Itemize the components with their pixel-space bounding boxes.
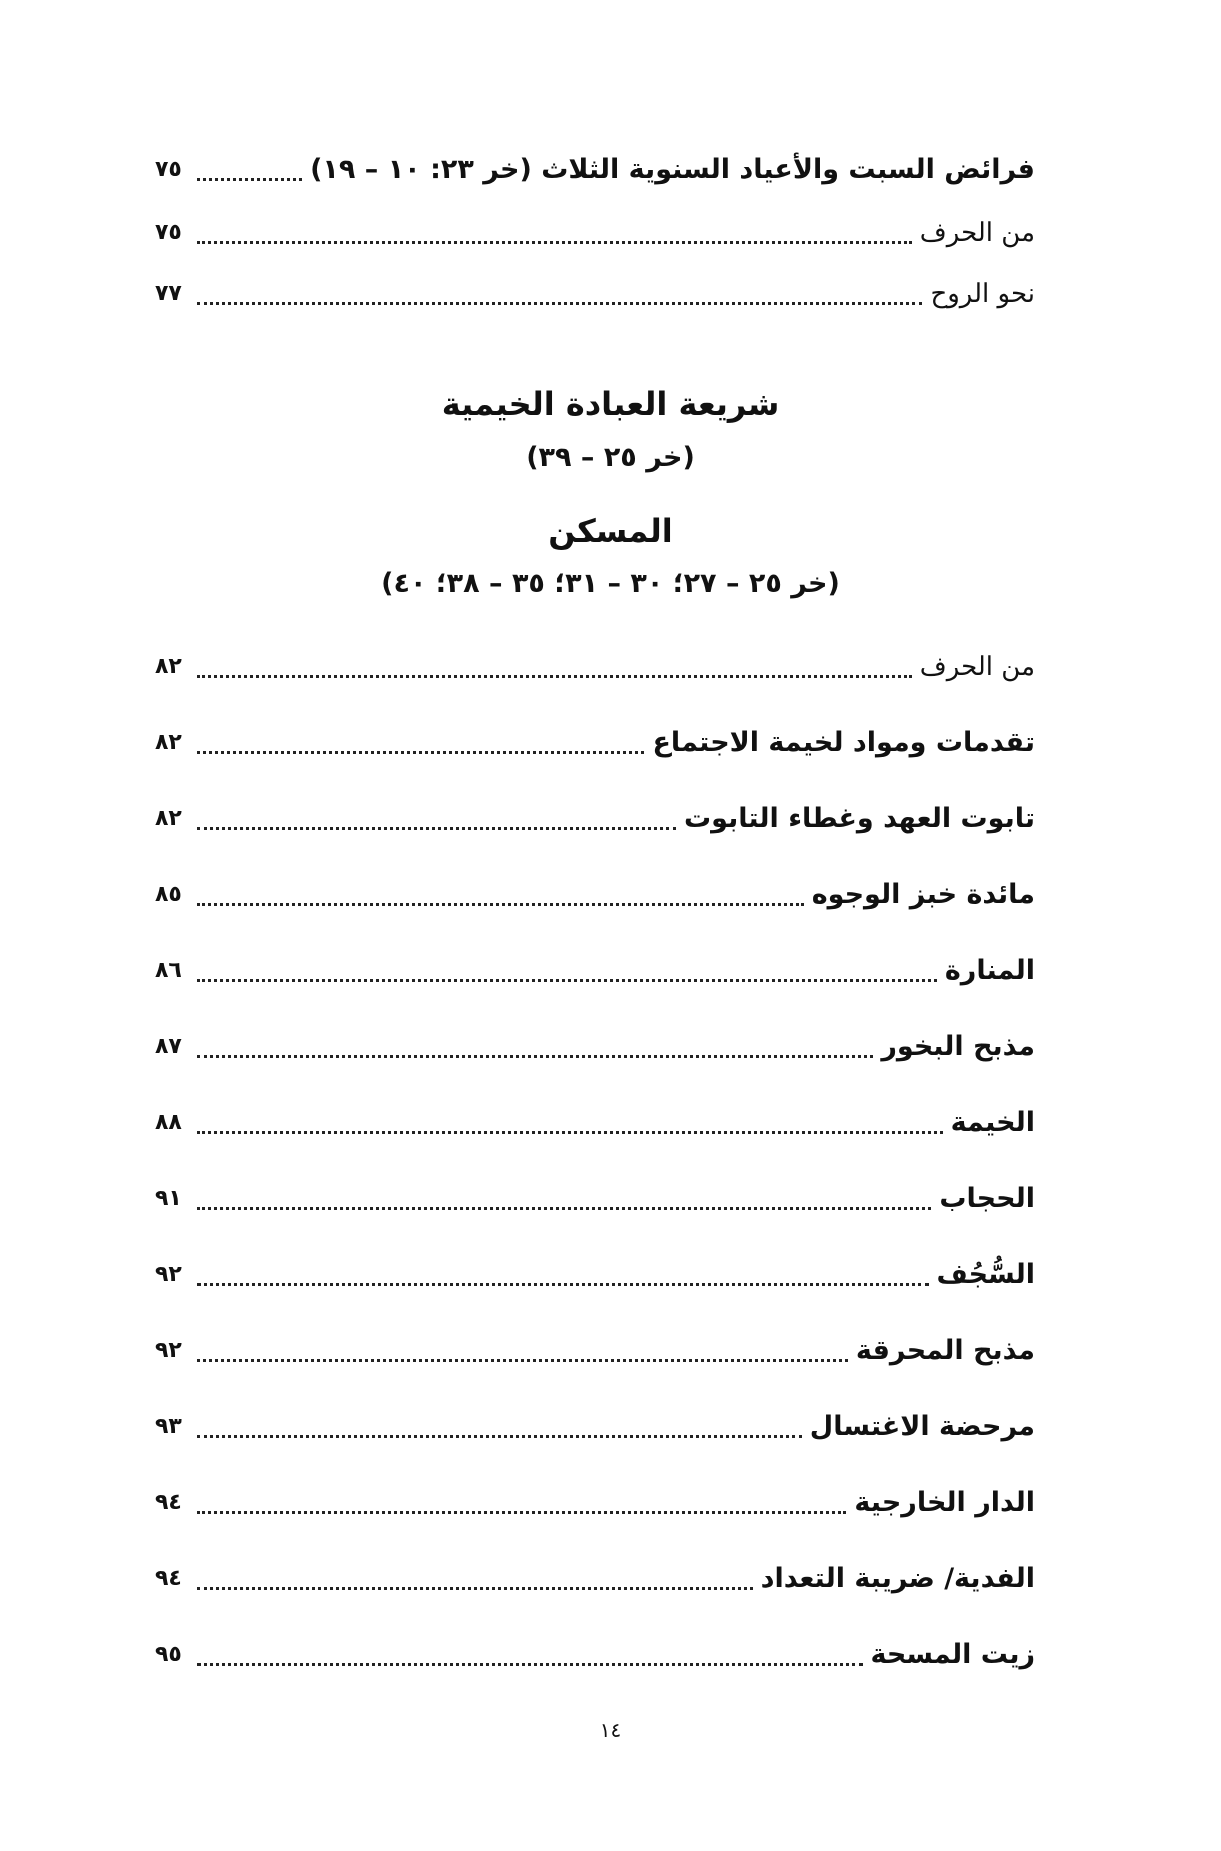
toc-dot-leader <box>197 751 644 754</box>
toc-entry-title: الخيمة <box>950 1107 1035 1138</box>
toc-entry <box>155 1321 1035 1371</box>
toc-entry <box>155 1625 1035 1675</box>
subsection-title: المسكن <box>548 512 673 550</box>
toc-entry-title: تقدمات ومواد لخيمة الاجتماع <box>652 727 1035 758</box>
toc-entry-page: ٨٨ <box>155 1110 182 1135</box>
toc-entry-page: ٨٢ <box>155 730 182 755</box>
toc-dot-leader <box>197 1055 873 1058</box>
toc-entry-page: ٨٥ <box>155 882 182 907</box>
toc-entry-page: ٩١ <box>155 1186 182 1211</box>
toc-entry-title: الدار الخارجية <box>854 1487 1035 1518</box>
toc-entry-title: مرحضة الاغتسال <box>809 1411 1035 1442</box>
toc-dot-leader <box>197 1435 802 1438</box>
toc-entry-page: ٨٢ <box>155 806 182 831</box>
toc-entry-page: ٧٥ <box>155 157 182 182</box>
toc-entry-title: زيت المسحة <box>870 1639 1035 1670</box>
section-title: شريعة العبادة الخيمية <box>441 385 780 423</box>
toc-dot-leader <box>197 1587 753 1590</box>
page-number: ١٤ <box>599 1718 622 1742</box>
toc-entry <box>155 1473 1035 1523</box>
toc-entry <box>155 865 1035 915</box>
toc-dot-leader <box>197 302 922 305</box>
toc-entry-title: نحو الروح <box>930 279 1035 309</box>
toc-entry <box>155 713 1035 763</box>
toc-entry-title: الفدية/ ضريبة التعداد <box>760 1563 1035 1594</box>
toc-entry-page: ٧٥ <box>155 220 182 245</box>
toc-entry-page: ٩٤ <box>155 1566 182 1591</box>
toc-entry-page: ٩٢ <box>155 1338 182 1363</box>
toc-dot-leader <box>197 241 912 244</box>
toc-entry <box>155 1397 1035 1447</box>
toc-entry-page: ٨٦ <box>155 958 182 983</box>
toc-entry <box>155 264 1035 314</box>
toc-entry <box>155 941 1035 991</box>
toc-entry <box>155 140 1035 190</box>
toc-entry-title: الحجاب <box>939 1183 1035 1214</box>
toc-entry-title: من الحرف <box>919 218 1035 248</box>
toc-entry-page: ٩٤ <box>155 1490 182 1515</box>
toc-dot-leader <box>197 1283 929 1286</box>
toc-entry-page: ٨٢ <box>155 654 182 679</box>
toc-entry-page: ٩٢ <box>155 1262 182 1287</box>
toc-entry <box>155 637 1035 687</box>
toc-entry-title: مذبح المحرقة <box>855 1335 1035 1366</box>
toc-entry <box>155 1169 1035 1219</box>
toc-dot-leader <box>197 675 912 678</box>
toc-dot-leader <box>197 1131 943 1134</box>
section-reference: (خر ٢٥ – ٣٩) <box>526 442 695 473</box>
toc-entry-title: مذبح البخور <box>881 1031 1035 1062</box>
toc-entry <box>155 1549 1035 1599</box>
toc-entry-title: السُّجُف <box>936 1259 1035 1290</box>
toc-dot-leader <box>197 827 676 830</box>
toc-entry-page: ٩٣ <box>155 1414 182 1439</box>
toc-entry-title: من الحرف <box>919 652 1035 682</box>
toc-dot-leader <box>197 979 937 982</box>
toc-entry <box>155 1093 1035 1143</box>
toc-entry-title: فرائض السبت والأعياد السنوية الثلاث (خر ٢٣: ١٠ – ١٩) <box>310 154 1035 185</box>
toc-entry <box>155 203 1035 253</box>
toc-dot-leader <box>197 1663 863 1666</box>
toc-dot-leader <box>197 1207 931 1210</box>
toc-dot-leader <box>197 1359 848 1362</box>
toc-entry-title: تابوت العهد وغطاء التابوت <box>684 803 1035 834</box>
toc-entry <box>155 789 1035 839</box>
subsection-reference: (خر ٢٥ – ٢٧؛ ٣٠ – ٣١؛ ٣٥ – ٣٨؛ ٤٠) <box>381 568 840 599</box>
toc-entry <box>155 1017 1035 1067</box>
toc-entry-page: ٨٧ <box>155 1034 182 1059</box>
toc-entry-title: المنارة <box>944 955 1035 986</box>
toc-dot-leader <box>197 903 804 906</box>
toc-entry-page: ٧٧ <box>155 281 182 306</box>
toc-entry-title: مائدة خبز الوجوه <box>811 879 1035 910</box>
toc-dot-leader <box>197 178 302 181</box>
toc-dot-leader <box>197 1511 846 1514</box>
toc-entry-page: ٩٥ <box>155 1642 182 1667</box>
toc-entry <box>155 1245 1035 1295</box>
